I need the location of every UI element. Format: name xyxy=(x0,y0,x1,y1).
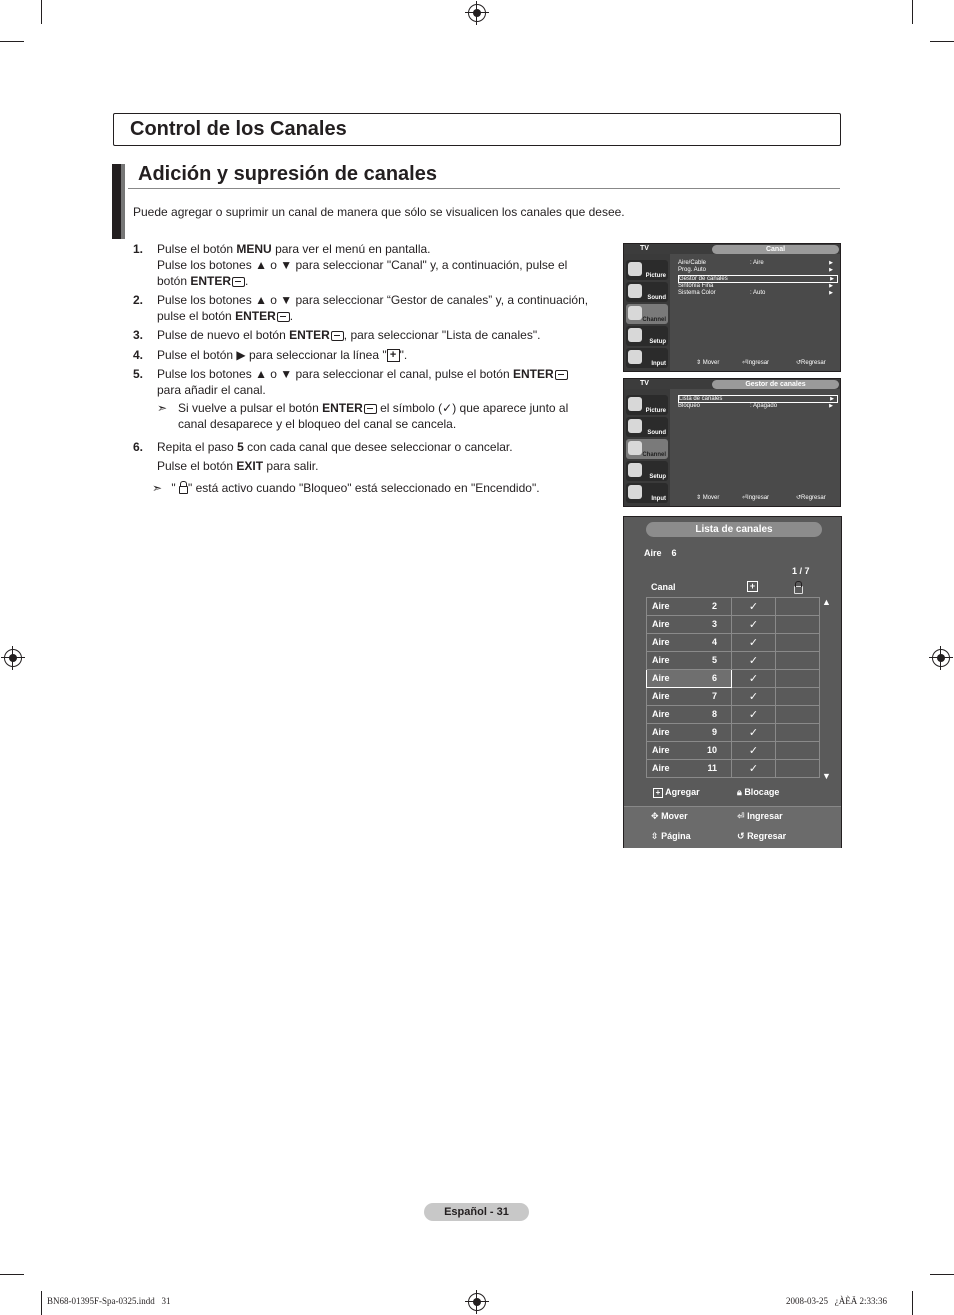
lock-cell[interactable] xyxy=(776,652,820,670)
step-text: Pulse de nuevo el botón xyxy=(157,328,290,342)
menu-item-label: Aire/Cable xyxy=(678,260,707,266)
lock-icon xyxy=(179,486,188,494)
tv-sidebar xyxy=(624,389,670,506)
footer-label: Regresar xyxy=(801,360,826,366)
arrow-right-icon: ▶ xyxy=(829,283,833,289)
channel-source: Aire xyxy=(652,619,670,629)
menu-item-label: Gestor de canales xyxy=(679,276,728,282)
step-ref: 5 xyxy=(237,440,244,454)
step-number: 3. xyxy=(133,328,144,342)
menu-item-label: Prog. Auto xyxy=(678,267,707,273)
subsection-title: Adición y supresión de canales xyxy=(138,163,437,185)
step-number: 2. xyxy=(133,293,144,307)
menu-item-air-cable[interactable] xyxy=(678,260,836,267)
scroll-down-icon[interactable]: ▼ xyxy=(822,771,831,781)
lock-cell[interactable] xyxy=(776,688,820,706)
step-text: con cada canal que desee seleccionar o cancelar. xyxy=(243,440,513,454)
check-icon[interactable]: ✓ xyxy=(732,634,776,652)
sound-icon xyxy=(628,419,642,433)
menu-item-lock[interactable] xyxy=(678,403,836,410)
channel-number: 8 xyxy=(711,709,717,719)
lock-note xyxy=(152,480,592,496)
enter-key: ENTER xyxy=(190,274,232,288)
note-arrow-icon: ➣ xyxy=(157,401,168,415)
channel-number: 4 xyxy=(711,637,717,647)
check-icon[interactable]: ✓ xyxy=(732,652,776,670)
crop-mark xyxy=(41,1291,42,1315)
add-icon: + xyxy=(387,349,400,362)
check-icon: ✓ xyxy=(442,401,453,415)
footer-enter: ⏎Ingresar xyxy=(742,495,770,501)
tv-menu-panel xyxy=(670,254,840,371)
setup-icon xyxy=(628,328,642,342)
sidebar-label: Input xyxy=(651,361,666,367)
sidebar-label: Channel xyxy=(642,452,666,458)
legend-label: Blocage xyxy=(744,787,780,797)
table-row[interactable] xyxy=(647,760,820,778)
step-text: , para seleccionar "Lista de canales". xyxy=(343,328,541,342)
sidebar-label: Picture xyxy=(645,273,666,279)
intro-text: Puede agregar o suprimir un canal de manera que sólo se visualicen los canales que desee. xyxy=(133,205,625,219)
enter-icon xyxy=(364,404,377,414)
setup-icon xyxy=(628,463,642,477)
menu-item-value: : Aire xyxy=(750,260,764,266)
tv-menu-channel xyxy=(623,243,841,372)
tv-menu-channel-manager xyxy=(623,378,841,507)
channel-number: 10 xyxy=(706,745,717,755)
menu-item-label: Sistema Color xyxy=(678,290,716,296)
page-indicator: 1 / 7 xyxy=(792,566,810,576)
note-text: " xyxy=(171,481,179,495)
page-icon: ⇳ xyxy=(651,831,659,841)
menu-item-fine-tune[interactable] xyxy=(678,283,836,290)
check-icon[interactable]: ✓ xyxy=(732,706,776,724)
channel-source: Aire xyxy=(652,691,670,701)
step-number: 5. xyxy=(133,367,144,381)
channel-source: Aire xyxy=(652,673,670,683)
step-text: Pulse el botón xyxy=(157,459,237,473)
lock-icon: 🔒︎ xyxy=(737,787,742,797)
step-text: para añadir el canal. xyxy=(157,383,266,397)
menu-title: Canal xyxy=(712,245,839,254)
check-icon[interactable]: ✓ xyxy=(732,724,776,742)
return-icon: ↺ xyxy=(737,831,745,841)
channel-source: Aire xyxy=(652,727,670,737)
footer-return: ↺Regresar xyxy=(796,360,826,366)
sidebar-item-channel[interactable] xyxy=(626,439,668,459)
menu-item-channel-list[interactable] xyxy=(678,395,838,403)
lock-cell[interactable] xyxy=(776,598,820,616)
sound-icon xyxy=(628,284,642,298)
exit-key: EXIT xyxy=(236,459,264,473)
channel-number: 2 xyxy=(711,601,717,611)
lock-cell[interactable] xyxy=(776,742,820,760)
channel-source: Aire xyxy=(652,637,670,647)
channel-number: 9 xyxy=(711,727,717,737)
menu-key: MENU xyxy=(236,242,272,256)
step-number: 4. xyxy=(133,348,144,362)
lock-cell[interactable] xyxy=(776,760,820,778)
step-text: . xyxy=(245,274,249,288)
menu-item-label: Bloqueo xyxy=(678,403,701,409)
footer-page xyxy=(651,831,691,842)
section-title: Control de los Canales xyxy=(130,118,347,140)
step-text: Pulse el botón ▶ para seleccionar la línea " xyxy=(157,348,387,362)
menu-item-label: Lista de canales xyxy=(679,396,723,402)
footer-move: ⇕ Mover xyxy=(696,495,720,501)
subsection-bar xyxy=(121,164,125,239)
channel-source: Aire xyxy=(652,601,670,611)
registration-mark-icon xyxy=(468,1293,486,1311)
crop-mark xyxy=(912,1291,913,1315)
note-text: " está activo cuando "Bloqueo" está seleccionado en "Encendido". xyxy=(188,481,540,495)
enter-key: ENTER xyxy=(289,328,330,342)
channel-source: Aire xyxy=(652,745,670,755)
sidebar-label: Channel xyxy=(642,317,666,323)
step-text: botón xyxy=(157,274,191,288)
arrow-right-icon: ▶ xyxy=(829,290,833,296)
add-icon: + xyxy=(653,788,663,798)
footer-label: Regresar xyxy=(747,831,787,841)
arrow-right-icon: ▶ xyxy=(830,276,834,282)
sidebar-label: Setup xyxy=(649,339,666,345)
channel-list-title: Lista de canales xyxy=(646,522,822,537)
crop-mark xyxy=(912,0,913,24)
step-text: Pulse el botón xyxy=(157,242,237,256)
registration-mark-icon xyxy=(468,4,486,22)
table-row[interactable] xyxy=(647,634,820,652)
sidebar-item-sound[interactable] xyxy=(626,417,668,437)
legend-lock xyxy=(737,787,779,798)
footer-label: Ingresar xyxy=(747,811,783,821)
table-row[interactable] xyxy=(647,616,820,634)
column-header-channel: Canal xyxy=(651,582,676,592)
channel-source: Aire xyxy=(652,763,670,773)
sidebar-label: Sound xyxy=(647,430,666,436)
input-icon xyxy=(628,485,642,499)
step-number: 1. xyxy=(133,242,144,256)
sidebar-item-setup[interactable] xyxy=(626,326,668,346)
enter-key: ENTER xyxy=(322,401,363,415)
check-icon[interactable]: ✓ xyxy=(732,760,776,778)
footer-return: ↺Regresar xyxy=(796,495,826,501)
tv-sidebar xyxy=(624,254,670,371)
footer-label: Ingresar xyxy=(747,495,770,501)
table-row[interactable] xyxy=(647,652,820,670)
step-text: pulse el botón xyxy=(157,309,236,323)
step-text: ". xyxy=(399,348,408,362)
slug-date: 2008-03-25 ¿ÀÈÄ 2:33:36 xyxy=(786,1296,887,1306)
page-number: Español - 31 xyxy=(424,1203,529,1221)
table-row[interactable] xyxy=(647,688,820,706)
footer-move xyxy=(651,811,688,822)
table-row-selected[interactable] xyxy=(647,670,820,688)
table-row[interactable] xyxy=(647,724,820,742)
step-text: . xyxy=(289,309,294,323)
note-text: ) que aparece junto al xyxy=(452,401,569,415)
channel-table xyxy=(646,597,820,778)
sidebar-item-input[interactable] xyxy=(626,348,668,368)
lock-cell[interactable] xyxy=(776,634,820,652)
scroll-up-icon[interactable]: ▲ xyxy=(822,597,831,607)
channel-number: 5 xyxy=(711,655,717,665)
footer-label: Mover xyxy=(702,495,720,501)
slug-file: BN68-01395F-Spa-0325.indd 31 xyxy=(47,1296,171,1306)
step-text: Pulse los botones ▲ o ▼ para seleccionar “Gestor de canales” y, a continuación, xyxy=(157,293,589,307)
channel-source: Aire xyxy=(652,655,670,665)
footer-move: ⇕ Mover xyxy=(696,360,720,366)
sidebar-item-input[interactable] xyxy=(626,483,668,503)
step-text: para salir. xyxy=(263,459,319,473)
sidebar-item-picture[interactable] xyxy=(626,395,668,415)
enter-icon xyxy=(277,312,290,322)
check-icon[interactable]: ✓ xyxy=(732,670,776,688)
channel-number: 6 xyxy=(711,673,717,683)
tv-menu-panel xyxy=(670,389,840,506)
arrow-right-icon: ▶ xyxy=(829,403,833,409)
crop-mark xyxy=(0,41,24,42)
menu-item-value: : Auto xyxy=(750,290,766,296)
tv-label: TV xyxy=(640,380,649,387)
channel-icon xyxy=(628,306,642,320)
check-icon[interactable]: ✓ xyxy=(732,688,776,706)
footer-label: Mover xyxy=(661,811,688,821)
check-icon[interactable]: ✓ xyxy=(732,742,776,760)
enter-key: ENTER xyxy=(235,309,276,323)
input-icon xyxy=(628,350,642,364)
channel-list-footer xyxy=(624,806,841,848)
enter-icon xyxy=(555,370,568,380)
registration-mark-icon xyxy=(932,649,950,667)
table-row[interactable] xyxy=(647,742,820,760)
channel-number: 11 xyxy=(707,763,717,773)
footer-label: Regresar xyxy=(801,495,826,501)
crop-mark xyxy=(0,1274,24,1275)
menu-item-channel-manager[interactable] xyxy=(678,275,838,283)
menu-item-color-system[interactable] xyxy=(678,290,836,297)
sidebar-label: Sound xyxy=(647,295,666,301)
step-text: Repita el paso xyxy=(157,440,238,454)
table-row[interactable] xyxy=(647,598,820,616)
check-icon[interactable]: ✓ xyxy=(732,616,776,634)
channel-list-screen xyxy=(623,516,842,848)
move-icon: ✥ xyxy=(651,811,659,821)
lock-cell[interactable] xyxy=(776,670,820,688)
sidebar-item-sound[interactable] xyxy=(626,282,668,302)
lock-cell[interactable] xyxy=(776,724,820,742)
channel-icon xyxy=(628,441,642,455)
footer-enter xyxy=(737,811,783,822)
arrow-right-icon: ▶ xyxy=(829,267,833,273)
sidebar-item-setup[interactable] xyxy=(626,461,668,481)
crop-mark xyxy=(930,1274,954,1275)
footer-label: Ingresar xyxy=(747,360,770,366)
sidebar-label: Picture xyxy=(645,408,666,414)
menu-item-label: Sintonía Fina xyxy=(678,283,714,289)
legend-add xyxy=(653,787,700,798)
footer-enter: ⏎Ingresar xyxy=(742,360,770,366)
enter-icon xyxy=(232,277,245,287)
table-row[interactable] xyxy=(647,706,820,724)
sidebar-label: Setup xyxy=(649,474,666,480)
note-text: Si vuelve a pulsar el botón xyxy=(178,401,323,415)
note-text: el símbolo ( xyxy=(376,401,443,415)
enter-key: ENTER xyxy=(512,367,554,381)
footer-label: Página xyxy=(661,831,691,841)
footer-label: Mover xyxy=(702,360,720,366)
subsection-bar xyxy=(112,164,121,239)
subsection-rule xyxy=(128,188,840,189)
channel-number: 7 xyxy=(711,691,717,701)
current-channel: Aire 6 xyxy=(644,548,677,558)
picture-icon xyxy=(628,397,642,411)
footer-return xyxy=(737,831,786,842)
tv-label: TV xyxy=(640,245,649,252)
arrow-right-icon: ▶ xyxy=(829,260,833,266)
enter-icon: ⏎ xyxy=(737,811,745,821)
sidebar-label: Input xyxy=(651,496,666,502)
lock-column-icon xyxy=(794,583,803,594)
note-arrow-icon: ➣ xyxy=(152,481,163,495)
lock-cell[interactable] xyxy=(776,706,820,724)
arrow-right-icon: ▶ xyxy=(830,396,834,402)
sidebar-item-channel[interactable] xyxy=(626,304,668,324)
check-icon[interactable]: ✓ xyxy=(732,598,776,616)
step-text: para ver el menú en pantalla. xyxy=(271,242,431,256)
menu-title: Gestor de canales xyxy=(712,380,839,389)
step-text: Pulse los botones ▲ o ▼ para seleccionar el canal, pulse el botón xyxy=(157,367,513,381)
step-text: Pulse los botones ▲ o ▼ para seleccionar "Canal" y, a continuación, pulse el xyxy=(157,258,568,272)
menu-item-auto-program[interactable] xyxy=(678,267,836,274)
add-column-icon: + xyxy=(747,581,758,592)
sidebar-item-picture[interactable] xyxy=(626,260,668,280)
picture-icon xyxy=(628,262,642,276)
channel-source: Aire xyxy=(652,709,670,719)
registration-mark-icon xyxy=(4,649,22,667)
step-number: 6. xyxy=(133,440,144,454)
crop-mark xyxy=(930,41,954,42)
note-text: canal desaparece y el bloqueo del canal se cancela. xyxy=(178,417,457,431)
crop-mark xyxy=(41,0,42,24)
channel-number: 3 xyxy=(711,619,717,629)
legend-label: Agregar xyxy=(665,787,700,797)
menu-item-value: : Apagado xyxy=(750,403,778,409)
lock-cell[interactable] xyxy=(776,616,820,634)
enter-icon xyxy=(331,331,344,341)
